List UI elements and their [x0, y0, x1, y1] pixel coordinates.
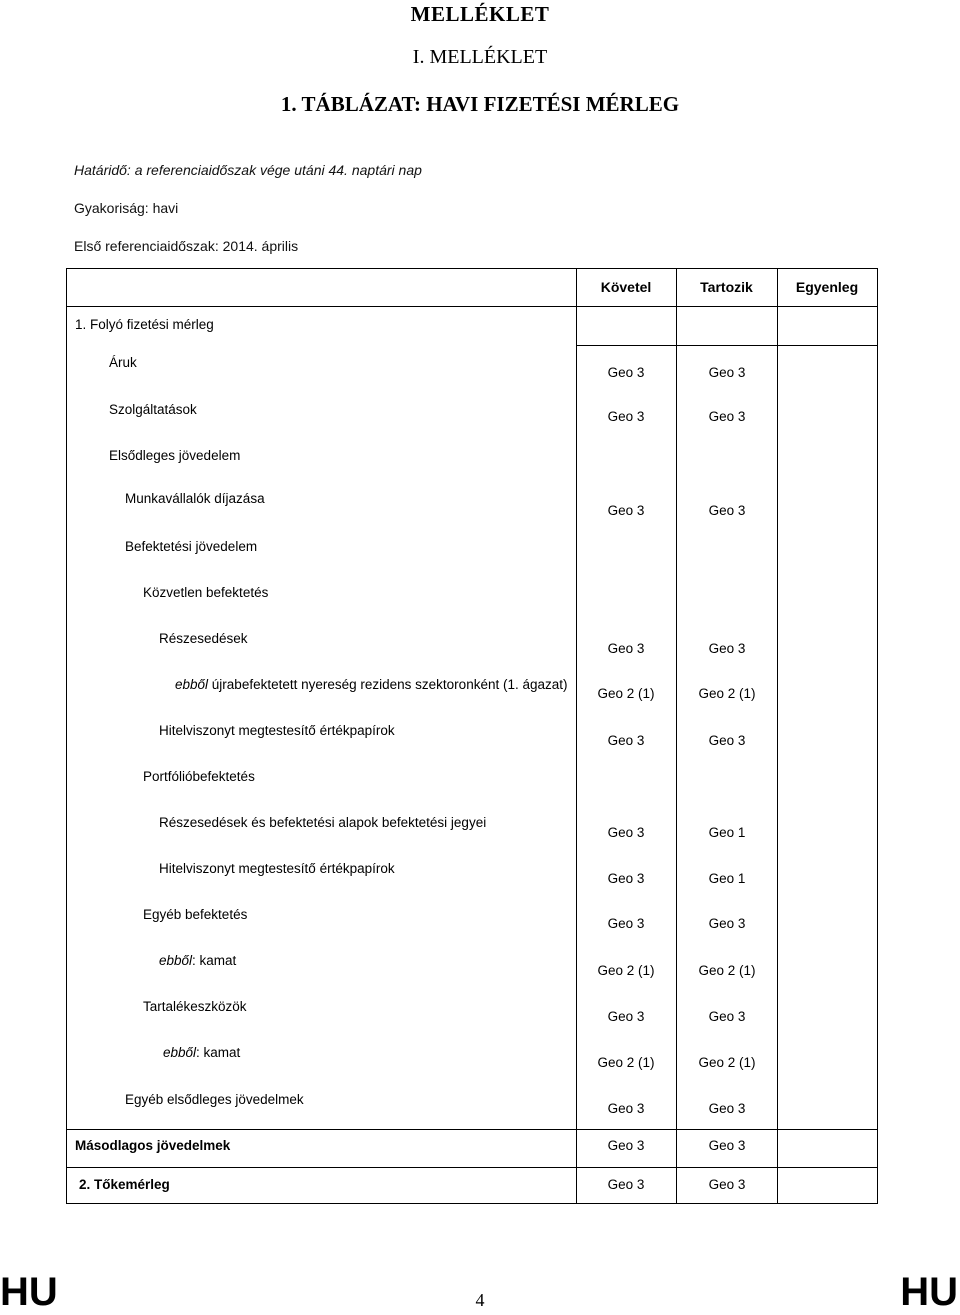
row-label: Elsődleges jövedelem	[109, 448, 241, 463]
footer-country-left: HU	[0, 1270, 58, 1314]
debit-cell: Geo 2 (1)	[698, 1055, 756, 1070]
credit-cell: Geo 3	[607, 503, 645, 518]
row-label: Portfólióbefektetés	[143, 769, 255, 784]
row-label: Részesedések és befektetési alapok befektetési jegyei	[159, 815, 487, 830]
label-prefix: ebből	[175, 677, 209, 692]
debit-cell: Geo 3	[708, 1101, 746, 1116]
table-row	[67, 769, 879, 789]
col-debit: Tartozik	[700, 279, 753, 295]
label-prefix: ebből	[159, 953, 193, 968]
deadline-text: Határidő: a referenciaidőszak vége utáni 44. naptári nap	[74, 162, 422, 178]
row-label: Másodlagos jövedelmek	[75, 1138, 231, 1153]
table-row	[67, 1045, 879, 1070]
credit-cell: Geo 3	[607, 916, 645, 931]
debit-cell: Geo 2 (1)	[698, 963, 756, 978]
debit-cell: Geo 1	[708, 825, 746, 840]
credit-cell: Geo 3	[607, 365, 645, 380]
debit-cell: Geo 2 (1)	[698, 686, 756, 701]
table-row	[67, 1138, 879, 1158]
table-row	[67, 861, 879, 886]
debit-cell: Geo 3	[708, 503, 746, 518]
row-label	[159, 953, 236, 968]
debit-cell: Geo 3	[708, 365, 746, 380]
row-label	[175, 677, 568, 692]
credit-cell: Geo 3	[607, 733, 645, 748]
credit-cell: Geo 3	[607, 871, 645, 886]
credit-cell: Geo 2 (1)	[597, 963, 655, 978]
row-label: Szolgáltatások	[109, 402, 197, 417]
row-label: Befektetési jövedelem	[125, 539, 258, 554]
table-row	[67, 539, 879, 559]
debit-cell: Geo 3	[708, 1138, 746, 1153]
row-rule	[67, 1167, 877, 1168]
credit-cell: Geo 3	[607, 409, 645, 424]
table-row	[67, 491, 879, 518]
table-row	[67, 815, 879, 840]
footer-country-right: HU	[900, 1270, 958, 1314]
credit-cell: Geo 3	[607, 1177, 645, 1192]
debit-cell: Geo 3	[708, 1009, 746, 1024]
table-row	[67, 723, 879, 748]
annex-title: I. MELLÉKLET	[412, 46, 548, 68]
table-row	[67, 355, 879, 380]
label-prefix: ebből	[163, 1045, 197, 1060]
row-label: Munkavállalók díjazása	[125, 491, 265, 506]
table-row	[67, 1177, 879, 1197]
credit-cell: Geo 3	[607, 641, 645, 656]
row-label: Közvetlen befektetés	[143, 585, 269, 600]
debit-cell: Geo 3	[708, 409, 746, 424]
credit-cell: Geo 2 (1)	[597, 686, 655, 701]
table-row	[67, 585, 879, 605]
label-text: : kamat	[196, 1045, 241, 1060]
row-rule	[576, 345, 877, 346]
table-row	[67, 631, 879, 656]
col-balance: Egyenleg	[795, 279, 859, 295]
row-label: Hitelviszonyt megtestesítő értékpapírok	[159, 861, 395, 876]
table-row	[67, 677, 879, 701]
label-text: : kamat	[192, 953, 237, 968]
table-row	[67, 317, 879, 337]
table-row	[67, 402, 879, 422]
page-number: 4	[475, 1290, 485, 1310]
table-title: 1. TÁBLÁZAT: HAVI FIZETÉSI MÉRLEG	[280, 92, 680, 116]
credit-cell: Geo 3	[607, 1009, 645, 1024]
table-row	[67, 953, 879, 978]
debit-cell: Geo 3	[708, 1177, 746, 1192]
row-label: Részesedések	[159, 631, 248, 646]
credit-cell: Geo 2 (1)	[597, 1055, 655, 1070]
frequency-text: Gyakoriság: havi	[74, 200, 179, 216]
row-label	[163, 1045, 240, 1060]
row-label: 1. Folyó fizetési mérleg	[75, 317, 214, 332]
row-label: Áruk	[109, 355, 137, 370]
row-label: Egyéb elsődleges jövedelmek	[125, 1092, 304, 1107]
col-credit: Követel	[600, 279, 652, 295]
table-row	[67, 907, 879, 931]
first-period-text: Első referenciaidőszak: 2014. április	[74, 238, 299, 254]
table-row	[67, 999, 879, 1024]
row-label: Hitelviszonyt megtestesítő értékpapírok	[159, 723, 395, 738]
row-label: 2. Tőkemérleg	[79, 1177, 170, 1192]
debit-cell: Geo 3	[708, 916, 746, 931]
row-label: Egyéb befektetés	[143, 907, 248, 922]
row-rule	[67, 1129, 877, 1130]
table-row	[67, 1092, 879, 1116]
credit-cell: Geo 3	[607, 1101, 645, 1116]
table-row	[67, 448, 879, 468]
document-title: MELLÉKLET	[410, 2, 550, 26]
row-label: Tartalékeszközök	[143, 999, 247, 1014]
credit-cell: Geo 3	[607, 1138, 645, 1153]
header-rule	[67, 306, 877, 307]
debit-cell: Geo 3	[708, 733, 746, 748]
debit-cell: Geo 3	[708, 641, 746, 656]
debit-cell: Geo 1	[708, 871, 746, 886]
credit-cell: Geo 3	[607, 825, 645, 840]
balance-of-payments-table	[66, 268, 878, 1204]
label-text: újrabefektetett nyereség rezidens szektoronként (1. ágazat)	[208, 677, 568, 692]
